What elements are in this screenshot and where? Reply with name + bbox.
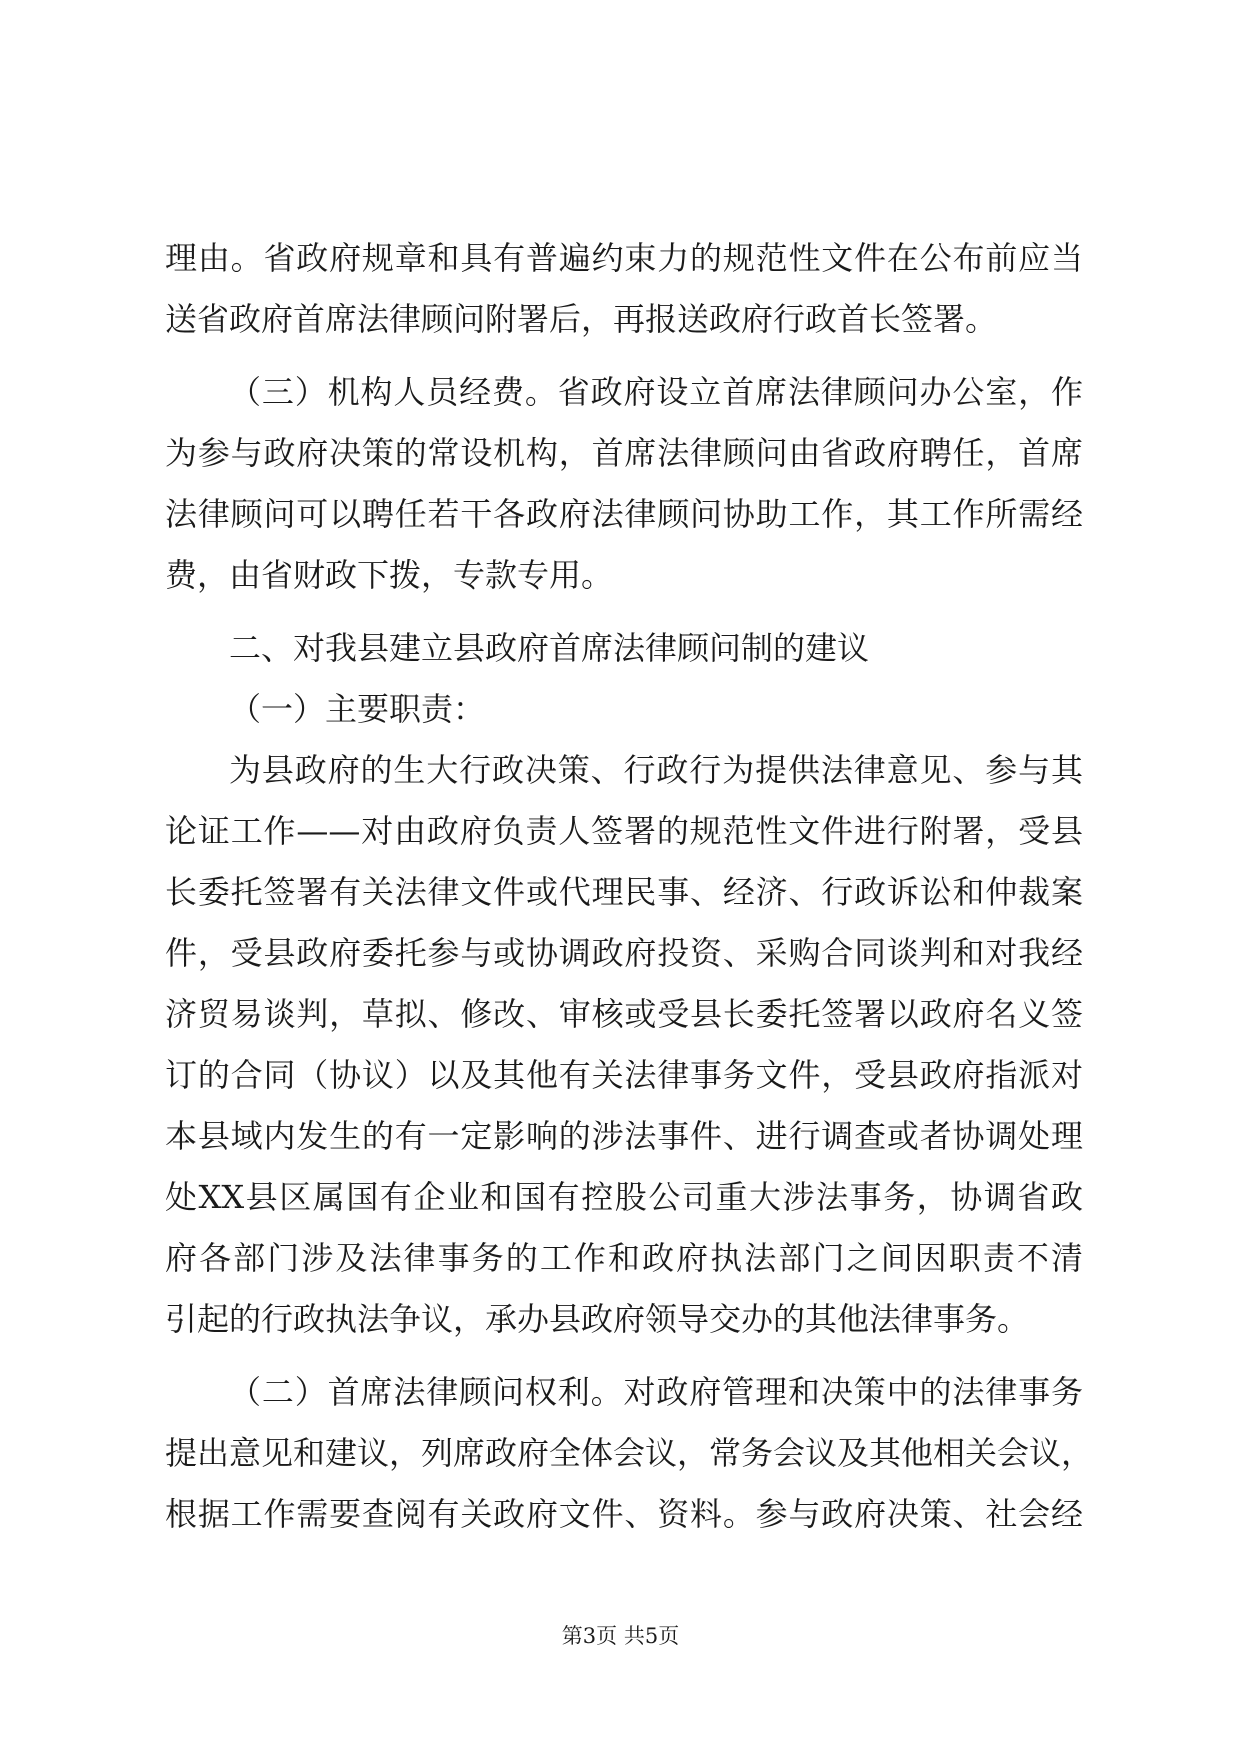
text-line: 济贸易谈判，草拟、修改、审核或受县长委托签署以政府名义签: [165, 995, 1083, 1033]
paragraph-duties: [165, 740, 1083, 1350]
text-line: 长委托签署有关法律文件或代理民事、经济、行政诉讼和仲裁案: [165, 873, 1083, 911]
section-heading-recommendations: [165, 618, 1083, 679]
text-line: 根据工作需要查阅有关政府文件、资料。参与政府决策、社会经: [165, 1495, 1083, 1533]
page-number-footer: 第3页 共5页: [561, 1624, 680, 1648]
text-line: （三）机构人员经费。省政府设立首席法律顾问办公室，作: [229, 373, 1083, 411]
text-line: 件，受县政府委托参与或协调政府投资、采购合同谈判和对我经: [165, 934, 1083, 972]
document-body: [165, 228, 1094, 1545]
section-heading: 二、对我县建立县政府首席法律顾问制的建议: [229, 629, 870, 667]
subheading: （一）主要职责：: [229, 690, 486, 728]
text-line: （二）首席法律顾问权利。对政府管理和决策中的法律事务: [229, 1373, 1083, 1411]
text-line: 处XX县区属国有企业和国有控股公司重大涉法事务，协调省政: [165, 1178, 1083, 1216]
text-line: 论证工作——对由政府负责人签署的规范性文件进行附署，受县: [165, 812, 1083, 850]
paragraph-reasons-continued: [165, 228, 1083, 350]
text-line: 本县域内发生的有一定影响的涉法事件、进行调查或者协调处理: [165, 1117, 1083, 1155]
text-line: 法律顾问可以聘任若干各政府法律顾问协助工作，其工作所需经: [165, 495, 1083, 533]
text-line: 引起的行政执法争议，承办县政府领导交办的其他法律事务。: [165, 1300, 1030, 1338]
paragraph-advisor-rights: [165, 1362, 1094, 1545]
text-line: 订的合同（协议）以及其他有关法律事务文件，受县政府指派对: [165, 1056, 1083, 1094]
paragraph-staffing-funding: [165, 362, 1083, 606]
text-line: 送省政府首席法律顾问附署后，再报送政府行政首长签署。: [165, 300, 998, 338]
text-line: 提出意见和建议，列席政府全体会议，常务会议及其他相关会议，: [165, 1434, 1094, 1472]
subheading-main-duties: [165, 679, 1083, 740]
text-line: 为参与政府决策的常设机构，首席法律顾问由省政府聘任，首席: [165, 434, 1083, 472]
text-line: 为县政府的生大行政决策、行政行为提供法律意见、参与其: [229, 751, 1083, 789]
text-line: 费，由省财政下拨，专款专用。: [165, 556, 614, 594]
text-line: 理由。省政府规章和具有普遍约束力的规范性文件在公布前应当: [165, 239, 1083, 277]
text-line: 府各部门涉及法律事务的工作和政府执法部门之间因职责不清: [165, 1239, 1083, 1277]
